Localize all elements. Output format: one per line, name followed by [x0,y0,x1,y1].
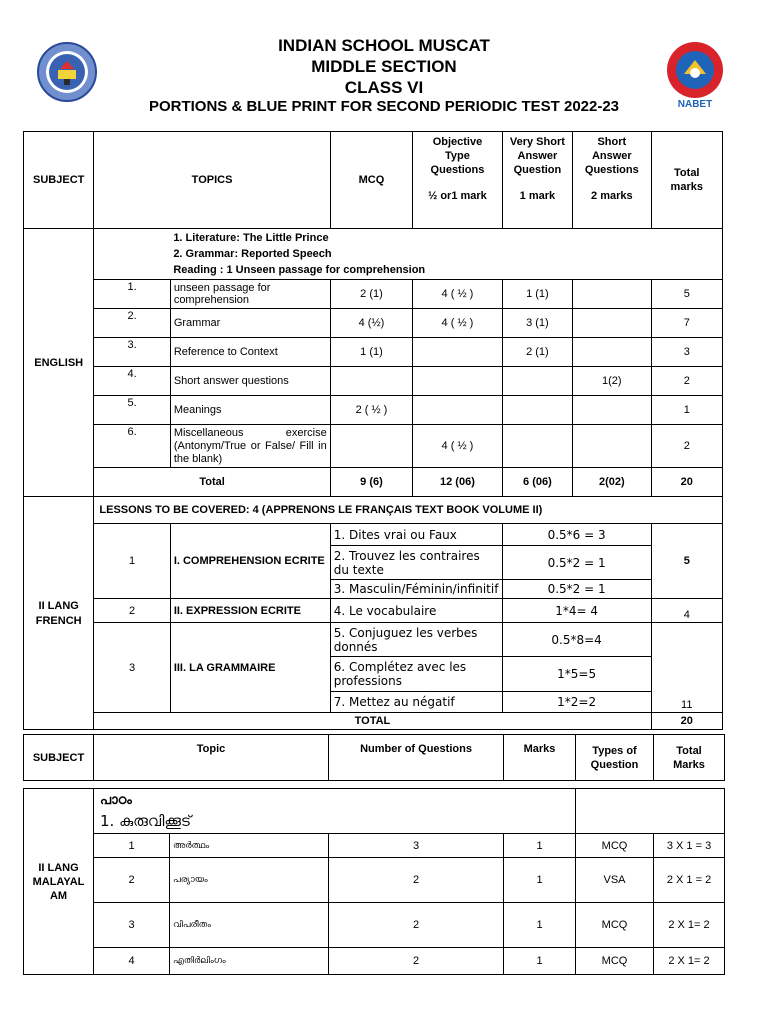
blueprint-table-english-french [23,131,723,730]
row-topic: unseen passage for comprehension [170,280,330,309]
row-number-of-questions: 2 [329,903,504,948]
row-total: 3 [651,338,722,367]
nabet-label: NABET [677,99,713,110]
total-very-short: 6 (06) [502,468,572,497]
row-topic: Meanings [170,396,330,425]
row-number: 1 [94,834,170,858]
row-mcq: 2 (1) [330,280,412,309]
french-question: 3. Masculin/Féminin/infinitif [330,580,502,599]
section-name: MIDDLE SECTION [311,57,457,76]
row-marks: 1 [504,858,576,903]
header-number-of-questions: Number of Questions [329,735,504,781]
total-mcq: 9 (6) [330,468,412,497]
malayalam-lesson-row [24,789,725,834]
row-number: 2. [94,309,170,338]
total-label: Total [94,468,330,497]
french-question: 1. Dites vrai ou Faux [330,524,502,546]
row-mcq: 2 ( ½ ) [330,396,412,425]
row-marks: 1 [504,834,576,858]
french-marks: 1*5=5 [502,657,651,692]
table-row [24,309,723,338]
row-topic: വിപരീതം [170,903,329,948]
row-total: 2 X 1 = 2 [654,858,725,903]
row-topic: Miscellaneous exercise (Antonym/True or False/ Fill in the blank) [170,425,330,468]
row-total: 3 X 1 = 3 [654,834,725,858]
row-number: 3. [94,338,170,367]
malayalam-lesson: പാഠം 1. കുരുവിക്കൂട് [94,789,576,834]
row-number: 1. [94,280,170,309]
row-number: 6. [94,425,170,468]
subject-english: ENGLISH [24,229,94,497]
row-objective [413,396,503,425]
row-short-answer [573,280,651,309]
french-question: 7. Mettez au négatif [330,692,502,713]
header-topic: Topic [94,735,329,781]
total-marks: 20 [651,468,722,497]
french-question: 6. Complétez avec les professions [330,657,502,692]
french-question: 2. Trouvez les contraires du texte [330,546,502,580]
row-total: 2 [651,367,722,396]
row-very-short: 2 (1) [502,338,572,367]
table-row [24,948,725,975]
french-marks: 1*4= 4 [502,599,651,623]
row-short-answer [573,396,651,425]
row-type: MCQ [576,948,654,975]
table-row [24,338,723,367]
french-marks: 0.5*8=4 [502,623,651,657]
french-lessons: LESSONS TO BE COVERED: 4 (APPRENONS LE FRANÇAIS TEXT BOOK VOLUME II) [94,497,723,524]
table-row [24,623,723,657]
row-mcq [330,425,412,468]
row-objective [413,338,503,367]
row-short-answer: 1(2) [573,367,651,396]
section-total: 4 [651,599,722,623]
header-total-marks: Total Marks [654,735,725,781]
row-mcq [330,367,412,396]
row-objective [413,367,503,396]
section-number: 3 [94,623,170,713]
french-question: 4. Le vocabulaire [330,599,502,623]
table-row [24,367,723,396]
school-name: INDIAN SCHOOL MUSCAT [278,36,490,55]
header-short-answer: Short Answer Questions 2 marks [573,132,651,229]
table-row [24,599,723,623]
section-number: 1 [94,524,170,599]
header-mcq: MCQ [330,132,412,229]
header-subject: SUBJECT [24,735,94,781]
row-marks: 1 [504,903,576,948]
row-very-short: 1 (1) [502,280,572,309]
section-total: 11 [651,623,722,713]
table-row [24,834,725,858]
english-portions: 1. Literature: The Little Prince 2. Grammar: Reported Speech Reading : 1 Unseen passage for comprehension [170,229,722,280]
table-row [24,524,723,546]
header-objective: Objective Type Questions ½ or1 mark [413,132,503,229]
table-header-row [24,132,723,229]
row-number-of-questions: 3 [329,834,504,858]
english-total-row [24,468,723,497]
row-total: 2 X 1= 2 [654,948,725,975]
row-very-short [502,396,572,425]
row-total: 1 [651,396,722,425]
row-number: 3 [94,903,170,948]
row-number-of-questions: 2 [329,858,504,903]
row-topic: Reference to Context [170,338,330,367]
subject-french: II LANG FRENCH [24,497,94,730]
header-very-short: Very Short Answer Question 1 mark [502,132,572,229]
french-question: 5. Conjuguez les verbes donnés [330,623,502,657]
row-total: 5 [651,280,722,309]
row-short-answer [573,309,651,338]
french-total-label: TOTAL [94,713,651,730]
spacer-row [24,781,725,789]
row-type: VSA [576,858,654,903]
class-name: CLASS VI [344,78,424,97]
row-number: 4. [94,367,170,396]
table-row [24,280,723,309]
row-total: 7 [651,309,722,338]
row-marks: 1 [504,948,576,975]
row-type: MCQ [576,834,654,858]
table-row [24,396,723,425]
total-short-answer: 2(02) [573,468,651,497]
header-topics: TOPICS [94,132,330,229]
french-marks: 1*2=2 [502,692,651,713]
row-very-short: 3 (1) [502,309,572,338]
row-total: 2 X 1= 2 [654,903,725,948]
header-total: Total marks [651,132,722,229]
french-total-value: 20 [651,713,722,730]
row-number: 2 [94,858,170,903]
row-topic: പര്യായം [170,858,329,903]
subject-malayalam: II LANG MALAYAL AM [24,789,94,975]
document-title: PORTIONS & BLUE PRINT FOR SECOND PERIODIC TEST 2022-23 [148,98,620,115]
french-lessons-row [24,497,723,524]
header-types-of-question: Types of Question [576,735,654,781]
row-topic: Grammar [170,309,330,338]
section-name: I. COMPREHENSION ECRITE [170,524,330,599]
section-total: 5 [651,524,722,599]
row-type: MCQ [576,903,654,948]
table-header-row [24,735,725,781]
row-short-answer [573,338,651,367]
total-objective: 12 (06) [413,468,503,497]
table-row [24,858,725,903]
english-portion-row [24,229,723,280]
row-topic: അർത്ഥം [170,834,329,858]
row-objective: 4 ( ½ ) [413,309,503,338]
table-row [24,903,725,948]
section-name: II. EXPRESSION ECRITE [170,599,330,623]
row-mcq: 4 (½) [330,309,412,338]
section-name: III. LA GRAMMAIRE [170,623,330,713]
row-topic: Short answer questions [170,367,330,396]
row-objective: 4 ( ½ ) [413,425,503,468]
french-total-row [24,713,723,730]
row-topic: എതിർലിംഗം [170,948,329,975]
row-very-short [502,425,572,468]
nabet-logo [664,40,726,110]
row-number: 5. [94,396,170,425]
blueprint-table-malayalam [23,734,725,975]
french-marks: 0.5*2 = 1 [502,546,651,580]
row-short-answer [573,425,651,468]
school-logo [36,41,98,103]
section-number: 2 [94,599,170,623]
french-marks: 0.5*6 = 3 [502,524,651,546]
row-objective: 4 ( ½ ) [413,280,503,309]
row-number: 4 [94,948,170,975]
table-row [24,425,723,468]
row-very-short [502,367,572,396]
row-mcq: 1 (1) [330,338,412,367]
header-subject: SUBJECT [24,132,94,229]
row-total: 2 [651,425,722,468]
header-marks: Marks [504,735,576,781]
french-marks: 0.5*2 = 1 [502,580,651,599]
row-number-of-questions: 2 [329,948,504,975]
